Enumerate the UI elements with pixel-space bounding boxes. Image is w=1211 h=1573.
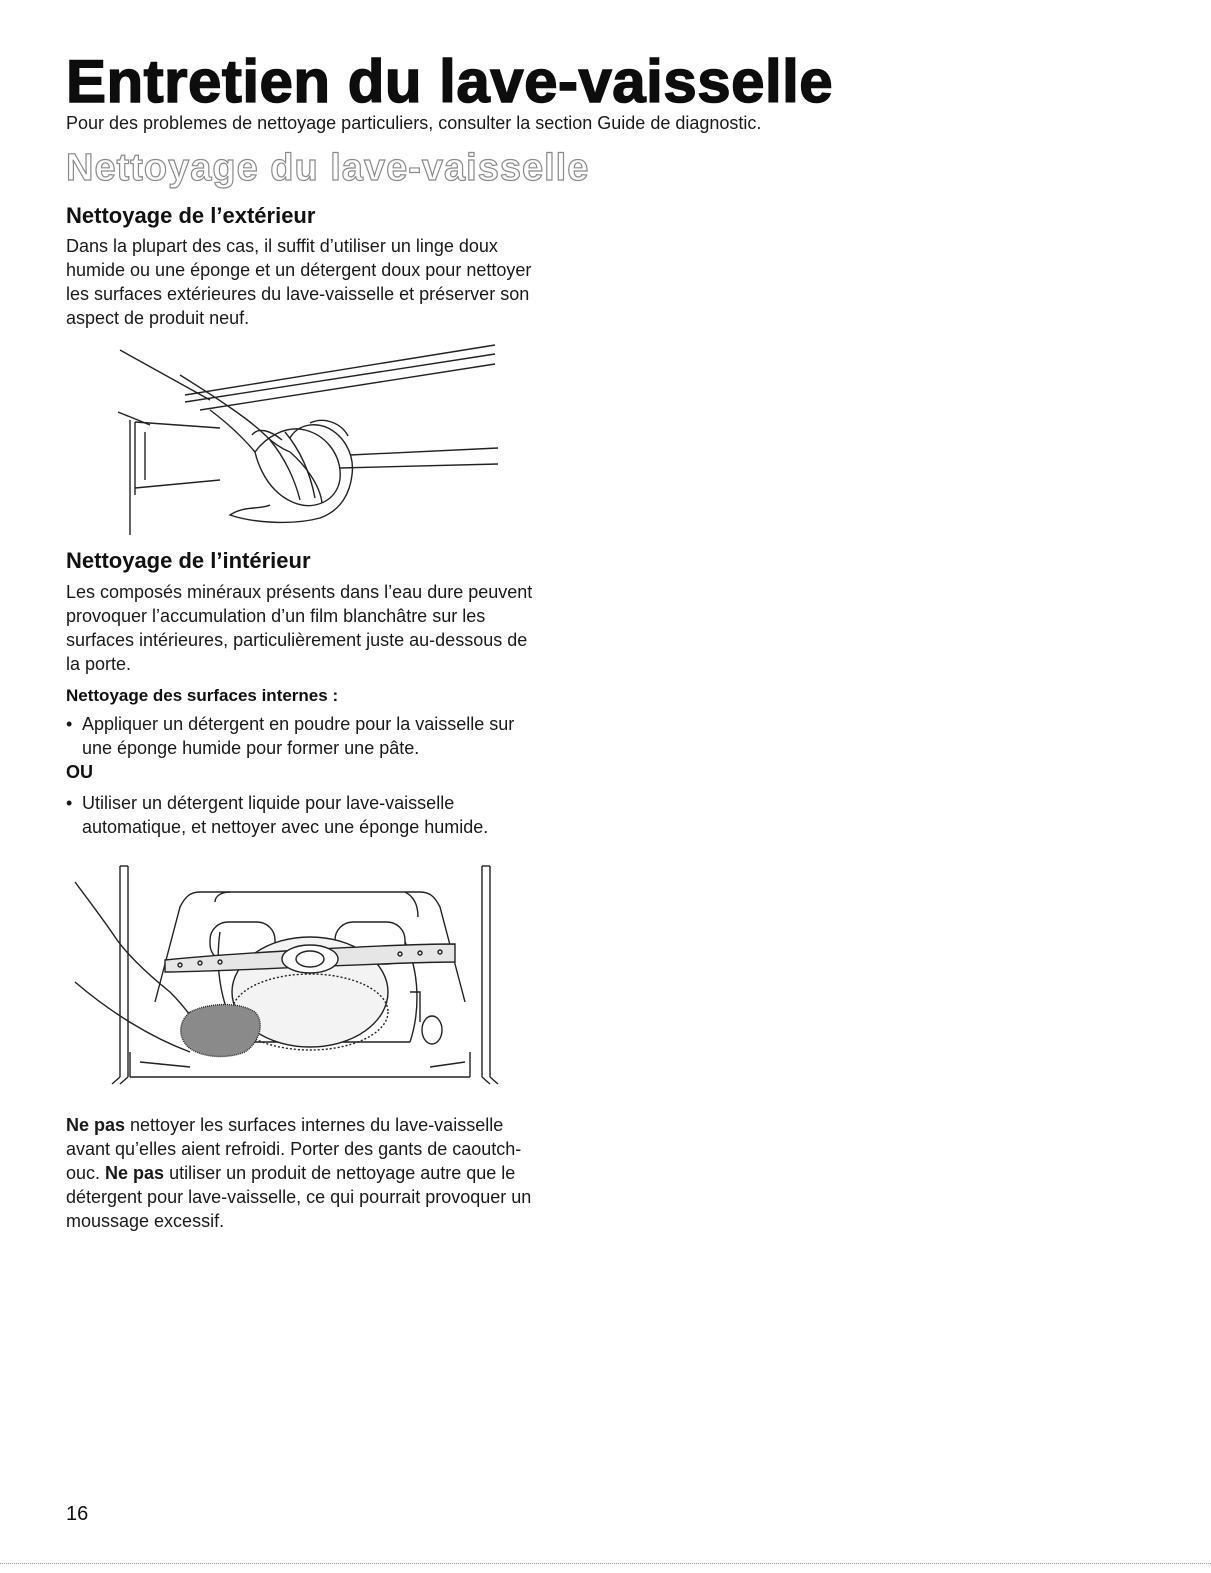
warning-text: nettoyer les surfaces internes du lave-vaisselle xyxy=(125,1115,504,1135)
cleaning-interior-illustration xyxy=(70,862,500,1087)
page-number: 16 xyxy=(66,1503,89,1525)
warning-text: utiliser un produit de nettoyage autre que le xyxy=(164,1163,516,1183)
list-item xyxy=(66,791,622,839)
exterior-line: Dans la plupart des cas, il suffit d’utiliser un linge doux xyxy=(66,236,498,256)
bullet-glyph: • xyxy=(66,793,73,813)
warning-text: ouc. xyxy=(66,1163,106,1183)
internal-surfaces-subheading: Nettoyage des surfaces internes : xyxy=(66,686,339,705)
page-title: Entretien du lave-vaisselle xyxy=(66,48,834,115)
list-item xyxy=(66,712,622,760)
interior-line: Les composés minéraux présents dans l’eau dure peuvent xyxy=(66,582,533,602)
exterior-heading: Nettoyage de l’extérieur xyxy=(66,203,316,228)
interior-line: surfaces intérieures, particulièrement juste au-dessous de xyxy=(66,630,528,650)
warning-line: moussage excessif. xyxy=(66,1211,225,1231)
warning-line xyxy=(66,1113,606,1137)
exterior-paragraph xyxy=(66,234,606,330)
bullet-glyph: • xyxy=(66,714,73,734)
interior-line: provoquer l’accumulation d’un film blanchâtre sur les xyxy=(66,606,486,626)
interior-paragraph xyxy=(66,580,606,676)
interior-heading: Nettoyage de l’intérieur xyxy=(66,548,311,573)
or-label: OU xyxy=(66,762,93,782)
warning-line: avant qu’elles aient refroidi. Porter des gants de caoutch- xyxy=(66,1139,522,1159)
bullet-text: Utiliser un détergent liquide pour lave-vaisselle xyxy=(82,793,455,813)
warning-line: détergent pour lave-vaisselle, ce qui pourrait provoquer un xyxy=(66,1187,532,1207)
wiping-exterior-illustration xyxy=(110,340,510,540)
exterior-line: aspect de produit neuf. xyxy=(66,308,250,328)
page-bottom-edge xyxy=(0,1563,1211,1564)
page-subtitle: Pour des problemes de nettoyage particuliers, consulter la section Guide de diagnostic. xyxy=(66,113,762,133)
bullet-text: automatique, et nettoyer avec une éponge humide. xyxy=(82,817,489,837)
bullet-text: une éponge humide pour former une pâte. xyxy=(82,738,420,758)
emphasis-ne-pas: Ne pas xyxy=(66,1115,126,1135)
warning-paragraph xyxy=(66,1113,606,1233)
exterior-line: les surfaces extérieures du lave-vaisselle et préserver son xyxy=(66,284,530,304)
bullet-text: Appliquer un détergent en poudre pour la vaisselle sur xyxy=(82,714,515,734)
exterior-line: humide ou une éponge et un détergent doux pour nettoyer xyxy=(66,260,532,280)
section-title: Nettoyage du lave-vaisselle xyxy=(66,147,590,189)
interior-line: la porte. xyxy=(66,654,132,674)
emphasis-ne-pas: Ne pas xyxy=(105,1163,165,1183)
warning-line xyxy=(66,1161,606,1185)
